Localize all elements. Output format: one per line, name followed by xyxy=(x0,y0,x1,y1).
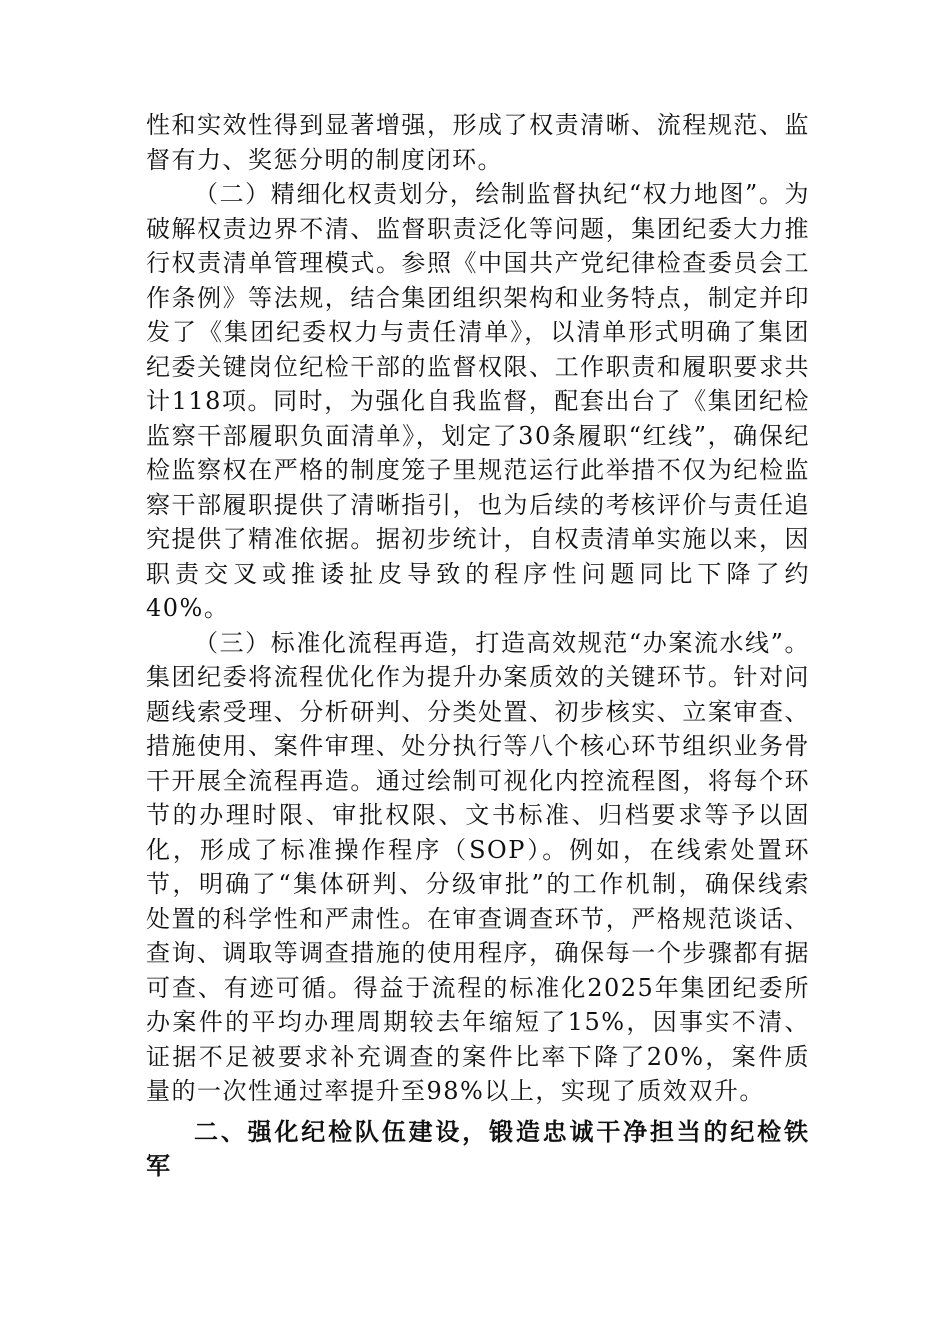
document-body xyxy=(146,108,810,1184)
section-heading-2: 二、强化纪检队伍建设，锻造忠诚干净担当的纪检铁军 xyxy=(146,1117,810,1180)
paragraph-section-3: （三）标准化流程再造，打造高效规范“办案流水线”。集团纪委将流程优化作为提升办案质效的关键环节。针对问题线索受理、分析研判、分类处置、初步核实、立案审查、措施使用、案件审理、处分执行等八个核心环节组织业务骨干开展全流程再造。通过绘制可视化内控流程图，将每个环节的办理时限、审批权限、文书标准、归档要求等予以固化，形成了标准操作程序（SOP）。例如，在线索处置环节，明确了“集体研判、分级审批”的工作机制，确保线索处置的科学性和严肃性。在审查调查环节，严格规范谈话、查询、调取等调查措施的使用程序，确保每一个步骤都有据可查、有迹可循。得益于流程的标准化2025年集团纪委所办案件的平均办理周期较去年缩短了15%，因事实不清、证据不足被要求补充调查的案件比率下降了20%，案件质量的一次性通过率提升至98%以上，实现了质效双升。 xyxy=(146,628,810,1105)
paragraph-continuation: 性和实效性得到显著增强，形成了权责清晰、流程规范、监督有力、奖惩分明的制度闭环。 xyxy=(146,111,810,174)
paragraph-section-2: （二）精细化权责划分，绘制监督执纪“权力地图”。为破解权责边界不清、监督职责泛化等问题，集团纪委大力推行权责清单管理模式。参照《中国共产党纪律检查委员会工作条例》等法规，结合集团组织架构和业务特点，制定并印发了《集团纪委权力与责任清单》，以清单形式明确了集团纪委关键岗位纪检干部的监督权限、工作职责和履职要求共计118项。同时，为强化自我监督，配套出台了《集团纪检监察干部履职负面清单》，划定了30条履职“红线”，确保纪检监察权在严格的制度笼子里规范运行此举措不仅为纪检监察干部履职提供了清晰指引，也为后续的考核评价与责任追究提供了精准依据。据初步统计，自权责清单实施以来，因职责交叉或推诿扯皮导致的程序性问题同比下降了约40%。 xyxy=(146,180,810,622)
